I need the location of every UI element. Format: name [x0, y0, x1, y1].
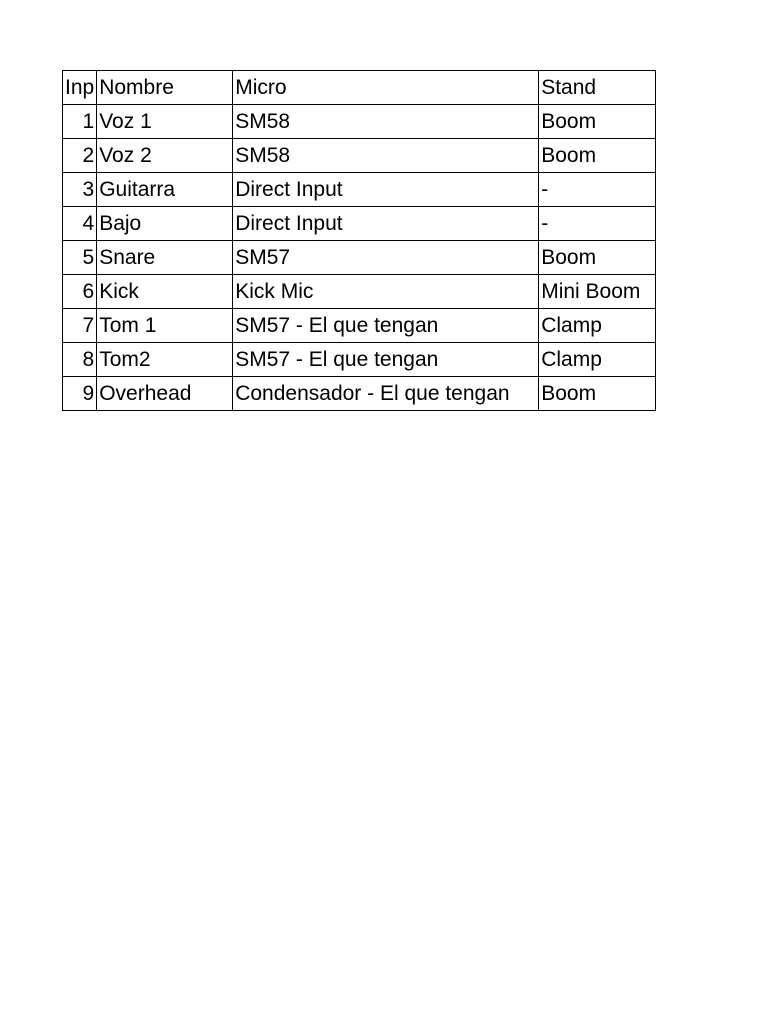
cell-inp: 3 — [63, 173, 97, 207]
cell-micro: Direct Input — [233, 173, 539, 207]
table-row — [63, 105, 656, 139]
cell-stand: - — [539, 207, 656, 241]
cell-micro: SM58 — [233, 105, 539, 139]
header-row — [63, 71, 656, 105]
cell-inp: 2 — [63, 139, 97, 173]
table-row — [63, 139, 656, 173]
cell-micro: SM58 — [233, 139, 539, 173]
header-micro: Micro — [233, 71, 539, 105]
cell-nombre: Kick — [97, 275, 233, 309]
cell-nombre: Voz 2 — [97, 139, 233, 173]
cell-nombre: Tom2 — [97, 343, 233, 377]
header-nombre: Nombre — [97, 71, 233, 105]
cell-nombre: Bajo — [97, 207, 233, 241]
cell-nombre: Snare — [97, 241, 233, 275]
cell-inp: 6 — [63, 275, 97, 309]
cell-inp: 8 — [63, 343, 97, 377]
cell-nombre: Guitarra — [97, 173, 233, 207]
cell-nombre: Voz 1 — [97, 105, 233, 139]
cell-micro: Condensador - El que tengan — [233, 377, 539, 411]
cell-inp: 5 — [63, 241, 97, 275]
cell-stand: Clamp — [539, 309, 656, 343]
cell-inp: 4 — [63, 207, 97, 241]
cell-stand: - — [539, 173, 656, 207]
cell-micro: SM57 — [233, 241, 539, 275]
table-row — [63, 343, 656, 377]
header-stand: Stand — [539, 71, 656, 105]
cell-inp: 7 — [63, 309, 97, 343]
cell-inp: 9 — [63, 377, 97, 411]
input-list-table — [62, 70, 656, 411]
cell-stand: Mini Boom — [539, 275, 656, 309]
header-inp: Inp — [63, 71, 97, 105]
table-row — [63, 207, 656, 241]
cell-micro: Kick Mic — [233, 275, 539, 309]
cell-stand: Boom — [539, 105, 656, 139]
cell-micro: Direct Input — [233, 207, 539, 241]
cell-stand: Boom — [539, 139, 656, 173]
cell-stand: Boom — [539, 377, 656, 411]
cell-micro: SM57 - El que tengan — [233, 343, 539, 377]
cell-stand: Boom — [539, 241, 656, 275]
cell-nombre: Tom 1 — [97, 309, 233, 343]
table-row — [63, 173, 656, 207]
table-row — [63, 241, 656, 275]
table-row — [63, 377, 656, 411]
cell-nombre: Overhead — [97, 377, 233, 411]
table-row — [63, 275, 656, 309]
cell-inp: 1 — [63, 105, 97, 139]
cell-stand: Clamp — [539, 343, 656, 377]
table-row — [63, 309, 656, 343]
cell-micro: SM57 - El que tengan — [233, 309, 539, 343]
